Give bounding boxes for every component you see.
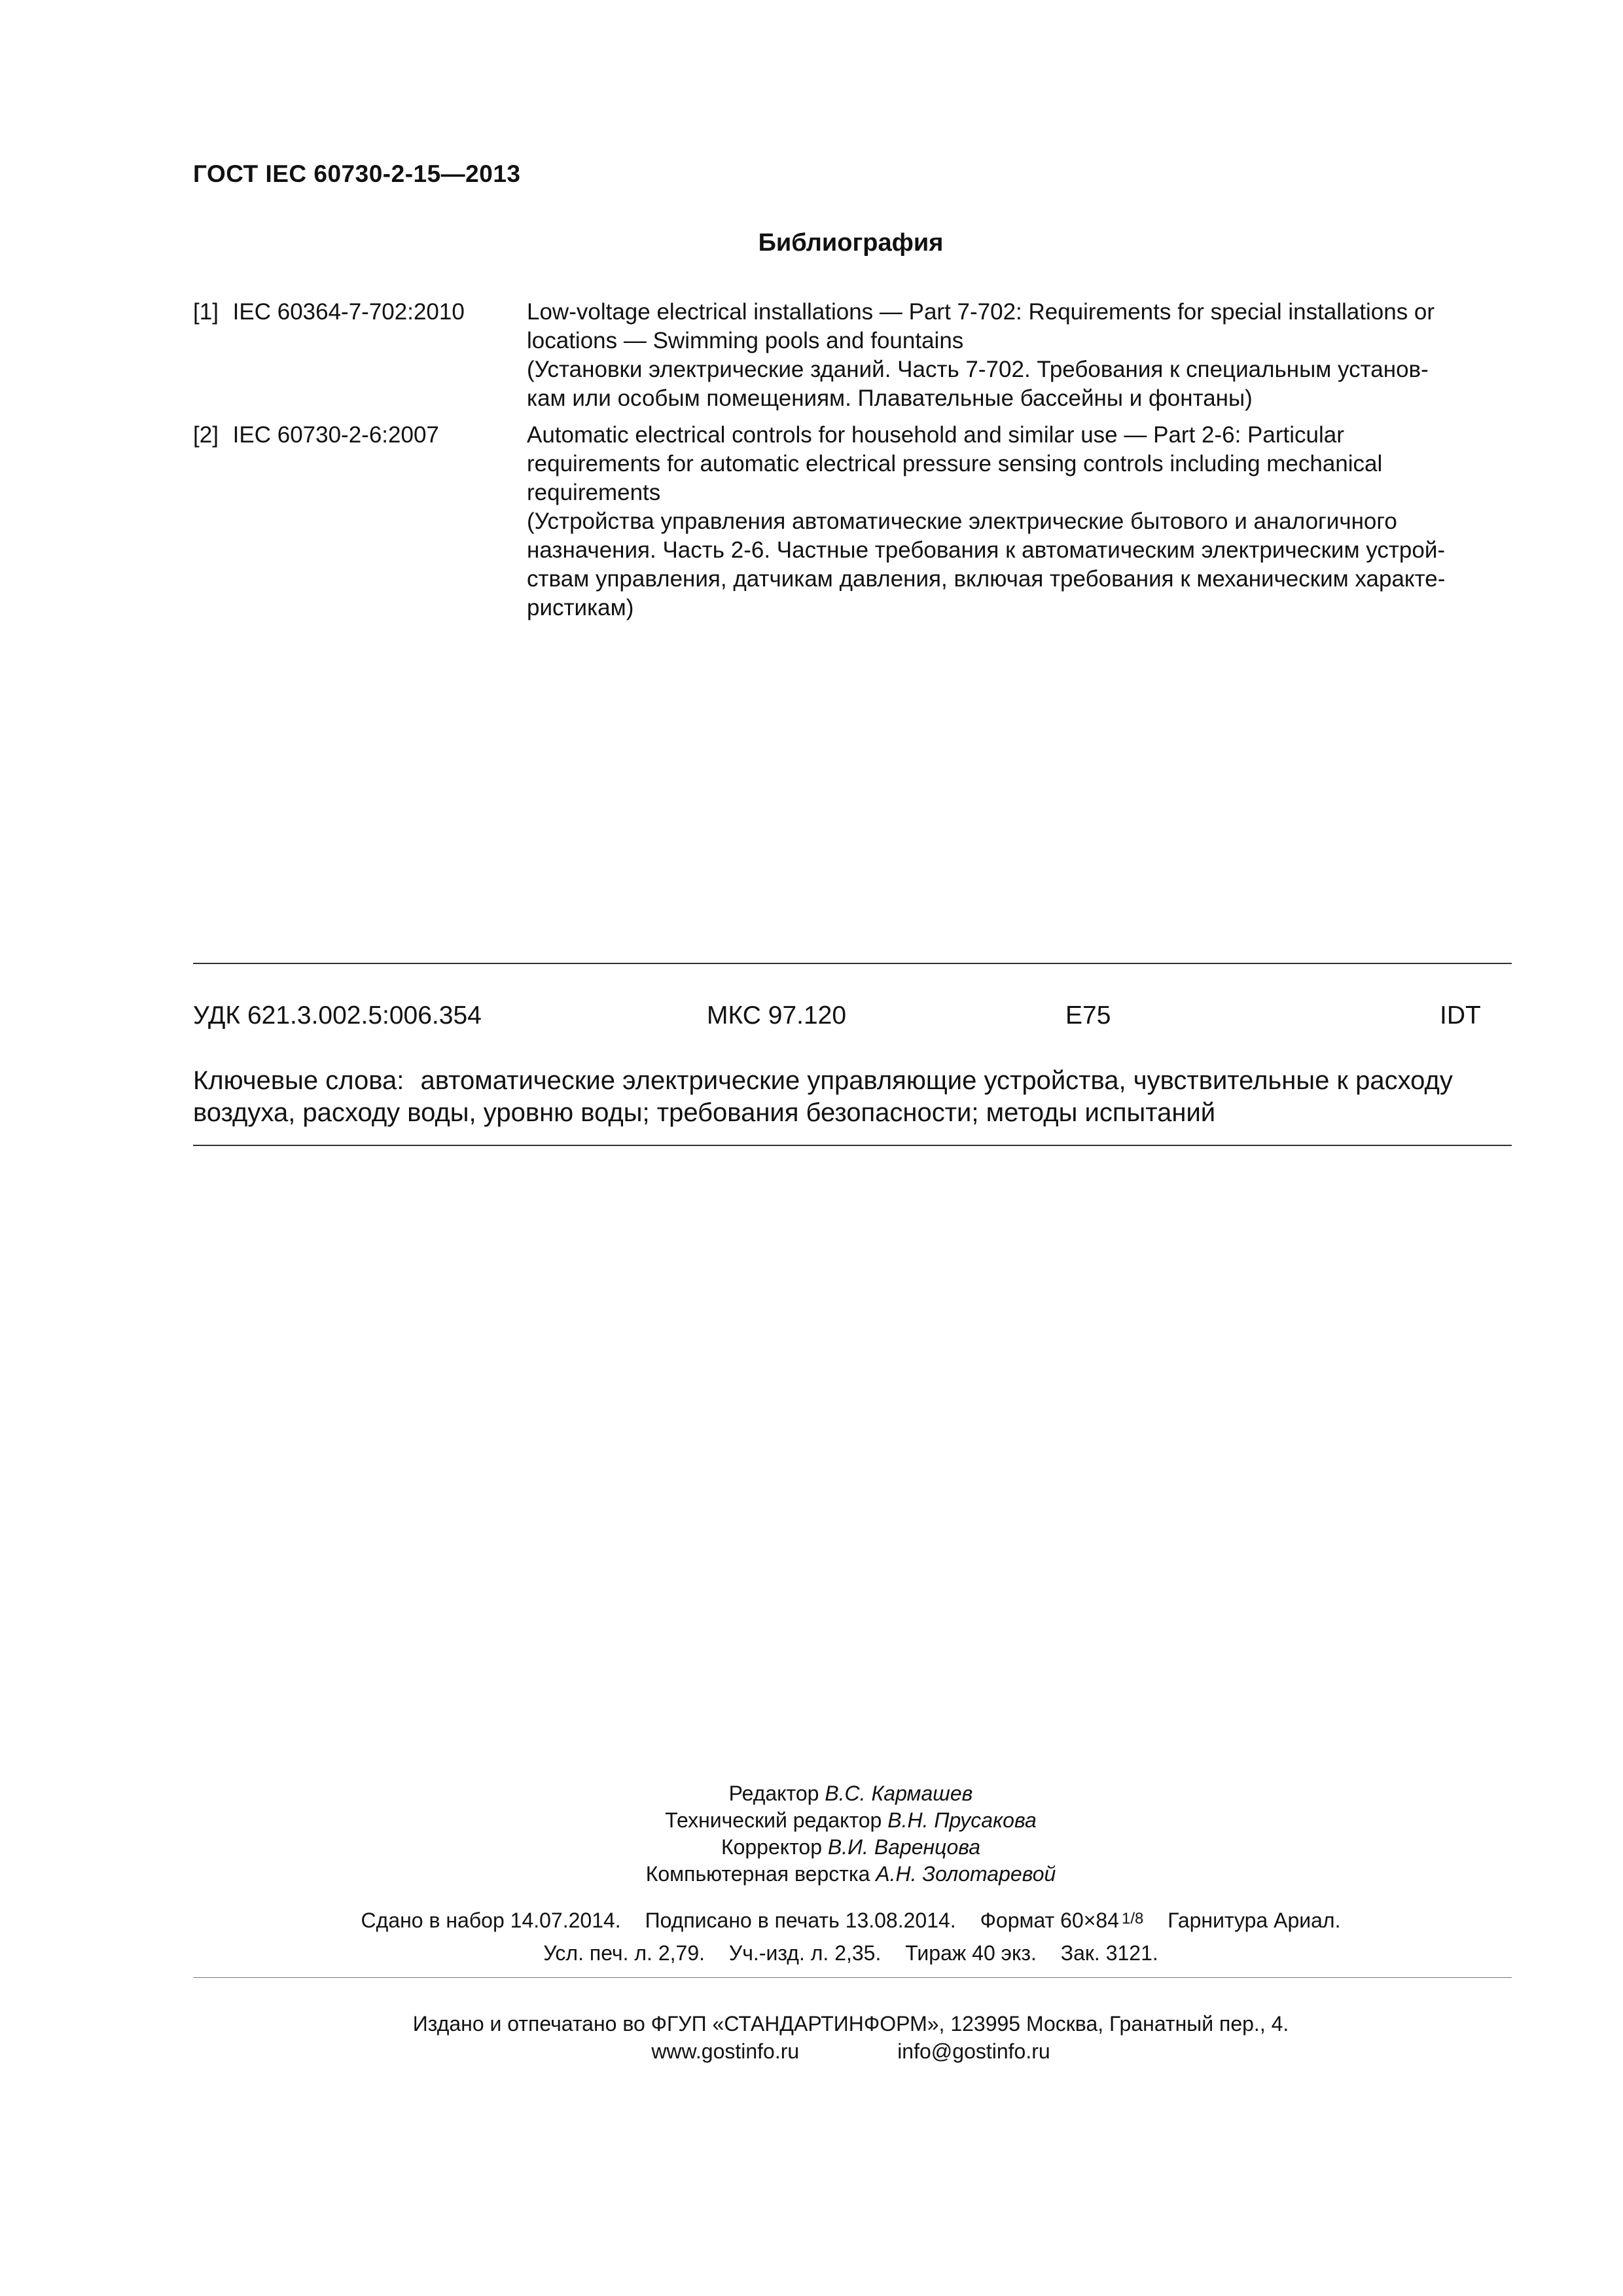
publisher-block bbox=[0, 2010, 1623, 2065]
typeface: Гарнитура Ариал. bbox=[1168, 1909, 1341, 1932]
bibliography-heading: Библиография bbox=[758, 229, 944, 257]
entry-line: ствам управления, датчикам давления, включая требования к механическим характе- bbox=[527, 566, 1446, 592]
publisher-website[interactable]: www.gostinfo.ru bbox=[651, 2039, 800, 2063]
paper-format: Формат 60×84 1/8 bbox=[980, 1909, 1144, 1932]
entry-line: requirements bbox=[527, 480, 661, 505]
credit-line bbox=[0, 1834, 1623, 1861]
publisher-address: Издано и отпечатано во ФГУП «СТАНДАРТИНФОРМ», 123995 Москва, Гранатный пер., 4. bbox=[412, 2012, 1289, 2036]
mks-code: МКС 97.120 bbox=[707, 1001, 847, 1030]
credit-name: В.С. Кармашев bbox=[825, 1782, 973, 1805]
print-run: Тираж 40 экз. bbox=[905, 1941, 1037, 1965]
format-fraction: 1/8 bbox=[1122, 1910, 1144, 1928]
print-sheets: Усл. печ. л. 2,79. bbox=[543, 1941, 705, 1965]
bibliography-entry bbox=[193, 421, 1512, 630]
divider bbox=[193, 1145, 1512, 1146]
credit-role: Компьютерная верстка bbox=[645, 1862, 870, 1886]
divider bbox=[193, 1977, 1512, 1978]
entry-description bbox=[527, 298, 1623, 413]
credit-name: В.Н. Прусакова bbox=[887, 1808, 1037, 1832]
document-code: ГОСТ IEC 60730-2-15—2013 bbox=[193, 160, 521, 187]
credit-role: Редактор bbox=[728, 1782, 819, 1805]
credit-line bbox=[0, 1861, 1623, 1888]
bibliography-reference bbox=[193, 298, 507, 327]
udk-code: УДК 621.3.002.5:006.354 bbox=[193, 1001, 482, 1030]
credit-name: В.И. Варенцова bbox=[827, 1835, 981, 1859]
entry-line: ристикам) bbox=[527, 595, 634, 620]
entry-line: (Устройства управления автоматические электрические бытового и аналогичного bbox=[527, 509, 1397, 534]
publication-sheets: Уч.-изд. л. 2,35. bbox=[728, 1941, 882, 1965]
entry-line: requirements for automatic electrical pressure sensing controls including mechanical bbox=[527, 451, 1383, 476]
entry-number: [1] bbox=[193, 299, 219, 325]
order-number: Зак. 3121. bbox=[1060, 1941, 1158, 1965]
entry-number: [2] bbox=[193, 422, 219, 448]
entry-description bbox=[527, 421, 1623, 622]
signed-date: Подписано в печать 13.08.2014. bbox=[645, 1909, 956, 1932]
credits-block bbox=[0, 1780, 1623, 1888]
divider bbox=[193, 963, 1512, 964]
entry-standard: IEC 60364-7-702:2010 bbox=[232, 299, 465, 325]
publisher-email[interactable]: info@gostinfo.ru bbox=[897, 2039, 1050, 2063]
entry-line: locations — Swimming pools and fountains bbox=[527, 328, 964, 353]
entry-line: Low-voltage electrical installations — Part 7-702: Requirements for special installations or bbox=[527, 299, 1435, 325]
print-info-line bbox=[0, 1939, 1623, 1967]
entry-line: Automatic electrical controls for household and similar use — Part 2-6: Particular bbox=[527, 422, 1344, 448]
keywords bbox=[193, 1065, 1512, 1129]
keywords-label: Ключевые слова: bbox=[193, 1066, 404, 1095]
bibliography-reference bbox=[193, 421, 507, 450]
print-info-line bbox=[0, 1905, 1623, 1934]
publisher-contacts bbox=[0, 2037, 1623, 2065]
entry-line: назначения. Часть 2-6. Частные требования к автоматическим электрическим устрой- bbox=[527, 537, 1446, 563]
typeset-date: Сдано в набор 14.07.2014. bbox=[361, 1909, 621, 1932]
credit-role: Технический редактор bbox=[665, 1808, 882, 1832]
credit-line bbox=[0, 1807, 1623, 1834]
keywords-text: автоматические электрические управляющие устройства, чувствительные к расходу воздуха, расходу воды, уровню воды; требования безопасности; методы испытаний bbox=[193, 1066, 1453, 1127]
entry-standard: IEC 60730-2-6:2007 bbox=[232, 422, 439, 448]
bibliography-entry bbox=[193, 298, 1512, 416]
credit-name: А.Н. Золотаревой bbox=[876, 1862, 1056, 1886]
credit-role: Корректор bbox=[721, 1835, 823, 1859]
equivalence-code: IDT bbox=[1440, 1001, 1481, 1030]
entry-line: кам или особым помещениям. Плавательные бассейны и фонтаны) bbox=[527, 386, 1253, 411]
credit-line bbox=[0, 1780, 1623, 1807]
category-code: E75 bbox=[1065, 1001, 1111, 1030]
entry-line: (Установки электрические зданий. Часть 7-702. Требования к специальным установ- bbox=[527, 357, 1429, 382]
